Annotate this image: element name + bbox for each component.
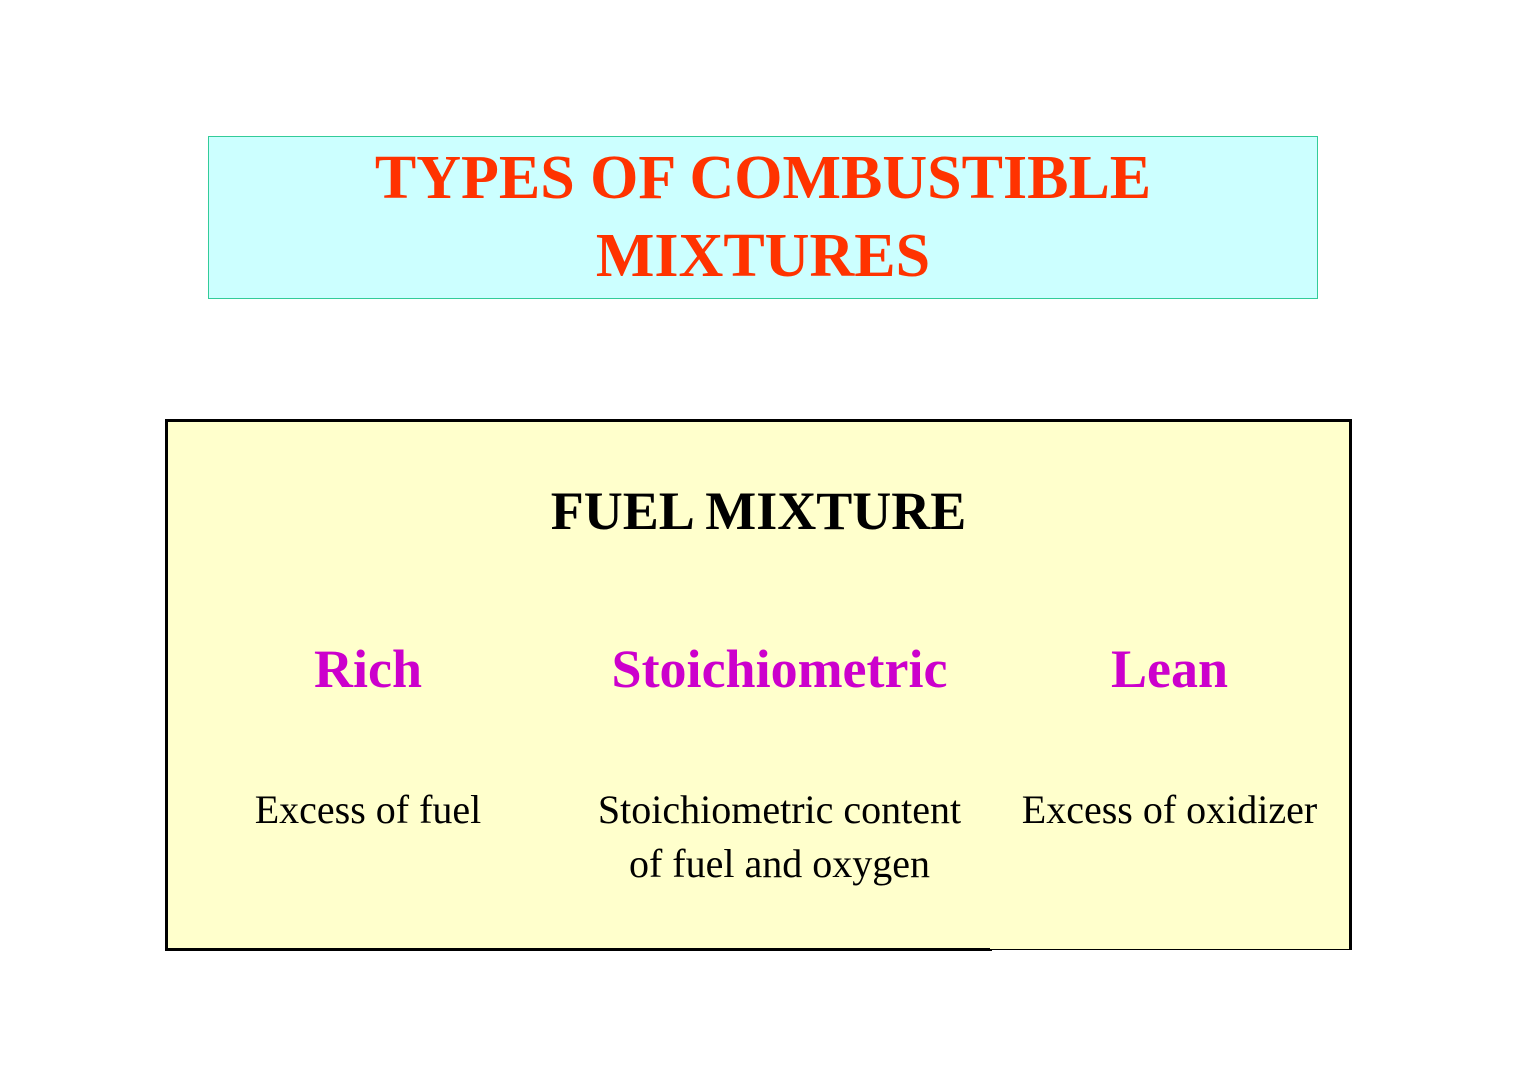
description-rich [255,783,482,837]
slide-title [209,139,1317,295]
description-cell-stoichiometric [568,774,992,951]
description-lean-line-1: Excess of oxidizer [1021,787,1318,832]
slide-title-line-2: MIXTURES [595,221,931,290]
type-cell-lean [990,567,1352,775]
title-box [208,136,1318,299]
type-label-rich: Rich [314,638,422,699]
type-label-stoichiometric: Stoichiometric [611,638,948,699]
description-cell-lean [990,774,1352,950]
table-header-cell [165,419,1352,569]
description-stoichiometric-line-1: Stoichiometric content [597,787,962,832]
fuel-mixture-table [165,419,1352,951]
table-header: FUEL MIXTURE [550,481,967,541]
description-lean [1022,783,1317,837]
description-stoichiometric-line-2: of fuel and oxygen [628,841,930,886]
description-stoichiometric [598,783,961,891]
slide-title-line-1: TYPES OF COMBUSTIBLE [374,143,1152,212]
description-rich-line-1: Excess of fuel [254,787,482,832]
type-label-lean: Lean [1110,638,1229,699]
type-cell-stoichiometric [568,567,992,775]
type-cell-rich [165,567,569,775]
description-cell-rich [165,774,569,951]
